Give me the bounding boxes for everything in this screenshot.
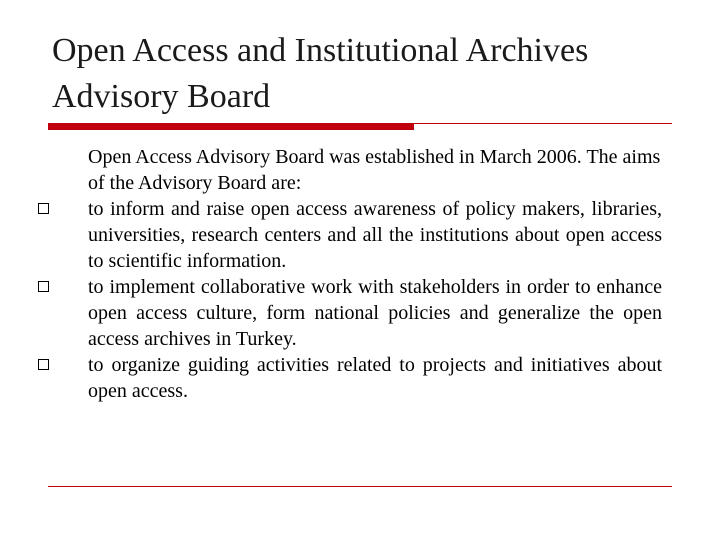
footer-divider-line (48, 486, 672, 487)
hollow-square-bullet-icon (38, 281, 49, 292)
bullet-text: to inform and raise open access awareness of policy makers, libraries, universities, research centers and all the institutions about open access to scientific information. (88, 198, 662, 272)
title-accent-bar (48, 123, 414, 130)
bullet-list (88, 196, 662, 404)
intro-text: Open Access Advisory Board was established in March 2006. The aims of the Advisory Board are: (88, 146, 661, 194)
bullet-text: to implement collaborative work with stakeholders in order to enhance open access culture, form national policies and generalize the open access archives in Turkey. (88, 276, 662, 350)
bullet-item (88, 274, 662, 352)
bullet-item (88, 196, 662, 274)
hollow-square-bullet-icon (38, 203, 49, 214)
bullet-item (88, 352, 662, 404)
slide-title: Open Access and Institutional Archives Advisory Board (52, 32, 589, 115)
bullet-text: to organize guiding activities related to projects and initiatives about open access. (88, 354, 662, 402)
hollow-square-bullet-icon (38, 359, 49, 370)
slide-body (88, 144, 662, 404)
